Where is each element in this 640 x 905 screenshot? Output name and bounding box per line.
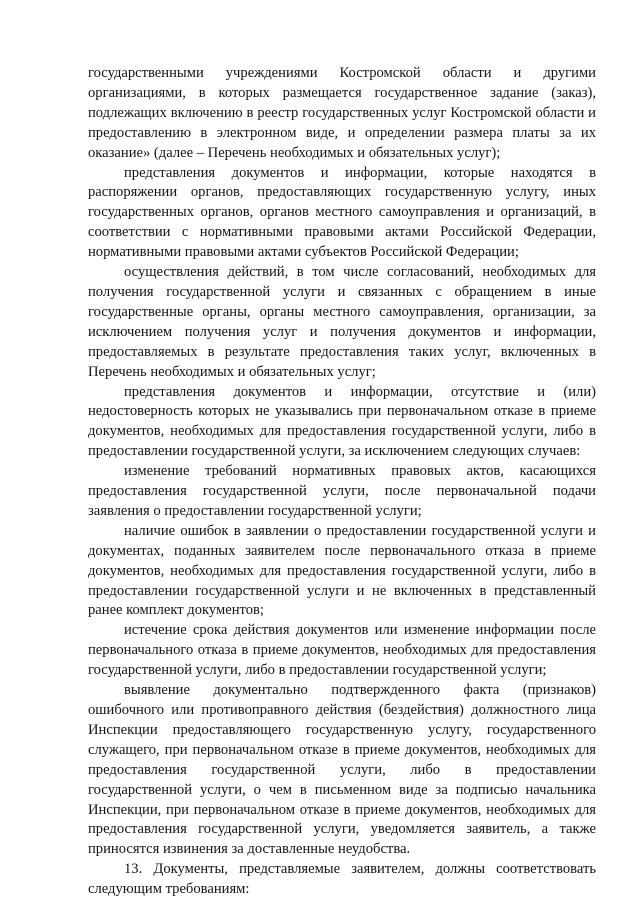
document-body <box>88 64 596 900</box>
paragraph-documents-not-indicated: представления документов и информации, отсутствие и (или) недостоверность которых не указывались при первоначальном отказе в приеме документов, необходимых для предоставления государственной услуги, либо в предоставлении государственной услуги, за исключением следующих случаев: <box>88 383 596 460</box>
paragraph-documents-in-possession: представления документов и информации, которые находятся в распоряжении органов, предоставляющих государственную услугу, иных государственных органов, органов местного самоуправления и организаций, в соответствии с нормативными правовыми актами Российской Федерации, нормативными правовыми актами субъектов Российской Федерации; <box>88 164 596 261</box>
paragraph-change-of-requirements: изменение требований нормативных правовых актов, касающихся предоставления государственной услуги, после первоначальной подачи заявления о предоставлении государственной услуги; <box>88 463 596 519</box>
paragraph-continuation: государственными учреждениями Костромской области и другими организациями, в которых размещается государственное задание (заказ), подлежащих включению в реестр государственных услуг Костромской области и предоставлению в электронном виде, и определении размера платы за их оказание» (далее – Перечень необходимых и обязательных услуг); <box>88 65 596 161</box>
paragraph-actions-approvals: осуществления действий, в том числе согласований, необходимых для получения государственной услуги и связанных с обращением в иные государственные органы, органы местного самоуправления, организации, за исключением получения услуг и получения документов и информации, предоставляемых в результате предоставления таких услуг, включенных в Перечень необходимых и обязательных услуг; <box>88 264 596 380</box>
paragraph-section-13: 13. Документы, представляемые заявителем, должны соответствовать следующим требованиям: <box>88 861 596 898</box>
paragraph-expiry-of-documents: истечение срока действия документов или изменение информации после первоначального отказа в приеме документов, необходимых для предоставления государственной услуги, либо в предоставлении государственной услуги; <box>88 622 596 679</box>
paragraph-errors-in-application: наличие ошибок в заявлении о предоставлении государственной услуги и документах, поданных заявителем после первоначального отказа в приеме документов, необходимых для предоставления государственной услуги, либо в предоставлении государственной услуги и не включенных в представленный ранее комплект документов; <box>88 522 596 619</box>
paragraph-erroneous-action: выявление документально подтвержденного факта (признаков) ошибочного или противоправного действия (бездействия) должностного лица Инспекции предоставляющего государственную услугу, государственного служащего, при первоначальном отказе в приеме документов, необходимых для предоставления государственной услуги, либо в предоставлении государственной услуги, о чем в письменном виде за подписью начальника Инспекции, при первоначальном отказе в приеме документов, необходимых для предоставления государственной услуги, уведомляется заявитель, а также приносятся извинения за доставленные неудобства. <box>88 682 596 858</box>
